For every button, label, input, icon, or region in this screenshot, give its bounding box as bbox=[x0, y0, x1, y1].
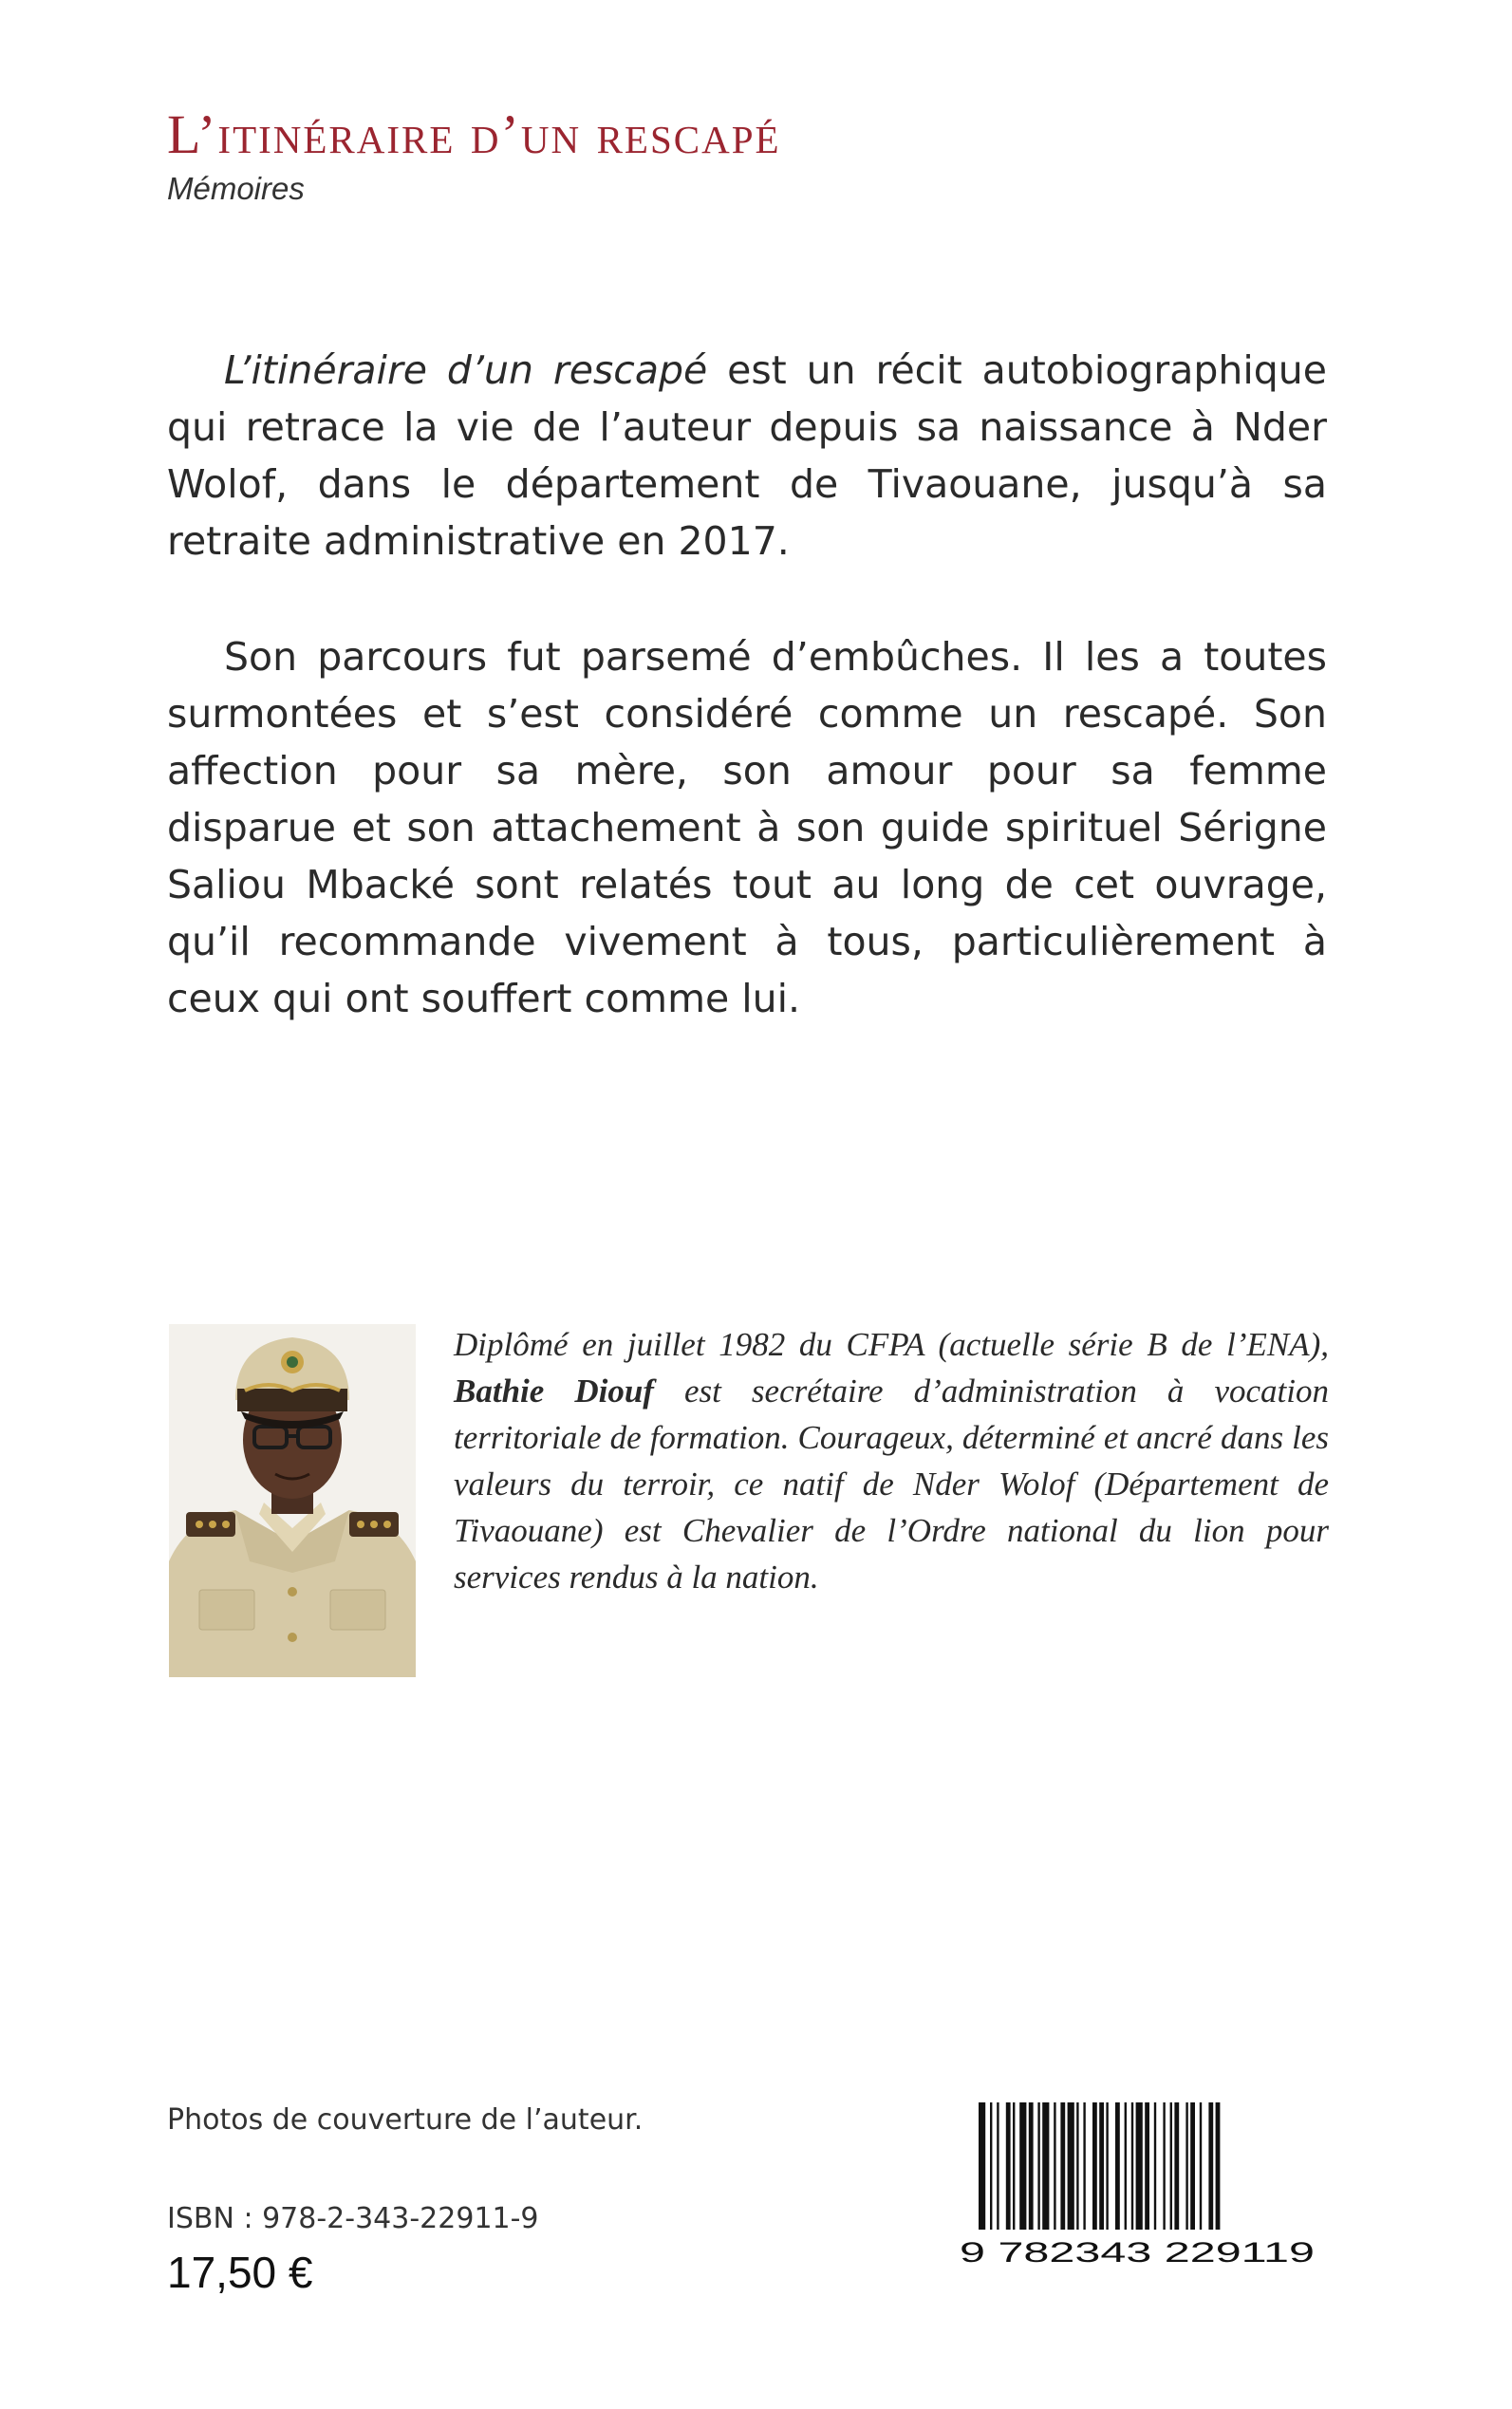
barcode-bar bbox=[1131, 2102, 1133, 2230]
book-genre: Mémoires bbox=[167, 171, 305, 206]
barcode-bar bbox=[1200, 2102, 1202, 2230]
barcode-bar bbox=[1042, 2102, 1049, 2230]
book-title: L’itinéraire d’un rescapé bbox=[167, 103, 781, 165]
author-bio bbox=[454, 1321, 1329, 1600]
barcode-bar bbox=[1083, 2102, 1085, 2230]
barcode-bar bbox=[1125, 2102, 1127, 2230]
blurb-paragraph-1 bbox=[167, 342, 1327, 570]
barcode-bar bbox=[1170, 2102, 1172, 2230]
author-photo bbox=[169, 1324, 416, 1677]
barcode-bar bbox=[1076, 2102, 1078, 2230]
author-portrait-illustration bbox=[169, 1324, 416, 1677]
barcode bbox=[954, 2102, 1319, 2269]
barcode-bar bbox=[1013, 2102, 1015, 2230]
barcode-bar bbox=[1136, 2102, 1143, 2230]
blurb-paragraph-1-text: est un récit autobiographique qui retrace la vie de l’auteur depuis sa naissance à Nder Wolof, dans le département de Tivaouane, jusqu’à sa retraite administrative en 2017. bbox=[167, 347, 1327, 564]
author-bio-rest: est secrétaire d’administration à vocation territoriale de formation. Courageux, déterminé et ancré dans les valeurs du terroir, ce natif de Nder Wolof (Département de Tivaouane) est Chevalier de l’Ordre national du lion pour services rendus à la nation. bbox=[454, 1373, 1329, 1596]
barcode-bar bbox=[1185, 2102, 1187, 2230]
barcode-bar bbox=[1190, 2102, 1195, 2230]
barcode-bar bbox=[979, 2102, 985, 2230]
barcode-number: 9 782343 229119 bbox=[960, 2237, 1315, 2269]
barcode-bar bbox=[1068, 2102, 1074, 2230]
photo-credit: Photos de couverture de l’auteur. bbox=[167, 2103, 644, 2137]
barcode-bar bbox=[1060, 2102, 1065, 2230]
author-name: Bathie Diouf bbox=[454, 1373, 654, 1410]
barcode-bar bbox=[1174, 2102, 1179, 2230]
barcode-bar bbox=[997, 2102, 999, 2230]
barcode-bar bbox=[1019, 2102, 1026, 2230]
barcode-bar bbox=[1006, 2102, 1011, 2230]
barcode-bar bbox=[1037, 2102, 1039, 2230]
barcode-bar bbox=[1216, 2102, 1221, 2230]
blurb-paragraph-2: Son parcours fut parsemé d’embûches. Il les a toutes surmontées et s’est considéré comme un rescapé. Son affection pour sa mère, son amour pour sa femme disparue et son attachement à son guide spirituel Sérigne Saliou Mbacké sont relatés tout au long de cet ouvrage, qu’il recommande vivement à tous, particulièrement à ceux qui ont souffert comme lui. bbox=[167, 634, 1327, 1021]
author-bio-intro: Diplômé en juillet 1982 du CFPA (actuelle série B de l’ENA), bbox=[454, 1326, 1329, 1363]
barcode-bar bbox=[1163, 2102, 1165, 2230]
price: 17,50 € bbox=[167, 2248, 313, 2297]
barcode-bar bbox=[1145, 2102, 1149, 2230]
blurb-title-italic: L’itinéraire d’un rescapé bbox=[224, 347, 708, 393]
barcode-bar bbox=[1029, 2102, 1034, 2230]
isbn: ISBN : 978-2-343-22911-9 bbox=[167, 2202, 539, 2235]
barcode-bar bbox=[990, 2102, 992, 2230]
barcode-bar bbox=[1154, 2102, 1156, 2230]
barcode-bar bbox=[1115, 2102, 1120, 2230]
barcode-bar bbox=[1092, 2102, 1097, 2230]
barcode-bar bbox=[1106, 2102, 1108, 2230]
barcode-bar bbox=[1208, 2102, 1213, 2230]
barcode-bar bbox=[1054, 2102, 1055, 2230]
barcode-bar bbox=[1099, 2102, 1104, 2230]
